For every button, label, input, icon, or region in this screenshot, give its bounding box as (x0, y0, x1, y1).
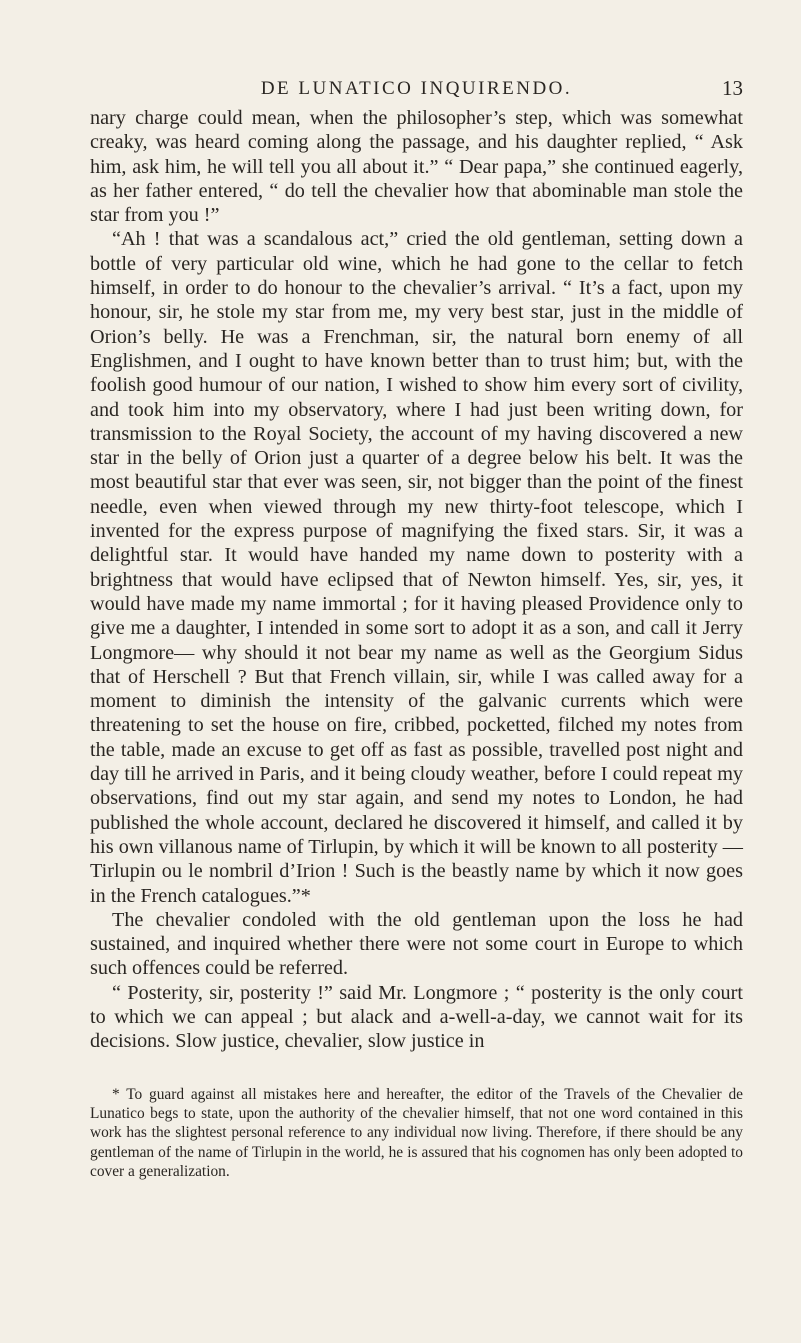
footnote-text: * To guard against all mistakes here and hereafter, the editor of the Travels of the Chevalier de Lunatico begs to state, upon the authority of the chevalier himself, that not one word contained in this work has the slightest personal reference to any individual now living. Therefore, if there should be any gentleman of the name of Tirlupin in the world, he is assured that his cognomen has only been adopted to cover a generalization. (90, 1085, 743, 1181)
paragraph: nary charge could mean, when the philosopher’s step, which was somewhat creaky, was heard coming along the passage, and his daughter replied, “ Ask him, ask him, he will tell you all about it.” “ Dear papa,” she continued eagerly, as her father entered, “ do tell the chevalier how that abominable man stole the star from you !” (90, 107, 743, 227)
paragraph: The chevalier condoled with the old gentleman upon the loss he had sustained, and inquired whether there were not some court in Europe to which such offences could be referred. (90, 908, 743, 980)
paragraph: “Ah ! that was a scandalous act,” cried the old gentleman, setting down a bottle of very particular old wine, which he had gone to the cellar to fetch himself, in order to do honour to the chevalier’s arrival. “ It’s a fact, upon my honour, sir, he stole my star from me, my very best star, just in the middle of Orion’s belly. He was a Frenchman, sir, the natural born enemy of all Englishmen, and I ought to have known better than to trust him; but, with the foolish good humour of our nation, I wished to show him every sort of civility, and took him into my observatory, where I had just been writing down, for transmission to the Royal Society, the account of my having discovered a new star in the belly of Orion just a quarter of a degree below his belt. It was the most beautiful star that ever was seen, sir, not bigger than the point of the finest needle, even when viewed through my new thirty-foot telescope, which I invented for the express purpose of magnifying the fixed stars. Sir, it was a delightful star. It would have handed my name down to posterity with a brightness that would have eclipsed that of Newton himself. Yes, sir, yes, it would have made my name immortal ; for it having pleased Providence only to give me a daughter, I intended in some sort to adopt it as a son, and call it Jerry Longmore— why should it not bear my name as well as the Georgium Sidus that of Herschell ? But that French villain, sir, while I was called away for a moment to diminish the intensity of the galvanic currents which were threatening to set the house on fire, cribbed, pocketted, filched my notes from the table, made an excuse to get off as fast as possible, travelled post night and day till he arrived in Paris, and it being cloudy weather, before I could repeat my observations, find out my star again, and send my notes to London, he had published the whole account, declared he discovered it himself, and called it by his own villanous name of Tirlupin, by which it will be known to all posterity —Tirlupin ou le nombril d’Irion ! Such is the beastly name by which it now goes in the French catalogues.”* (90, 228, 743, 907)
page-number: 13 (722, 76, 743, 100)
page-header (90, 0, 743, 106)
paragraph: “ Posterity, sir, posterity !” said Mr. Longmore ; “ posterity is the only court to which we can appeal ; but alack and a-well-a-day, we cannot wait for its decisions. Slow justice, chevalier, slow justice in (90, 981, 743, 1053)
body-text (90, 106, 743, 1054)
running-head: DE LUNATICO INQUIRENDO. (260, 78, 573, 99)
footnote (90, 1085, 743, 1182)
